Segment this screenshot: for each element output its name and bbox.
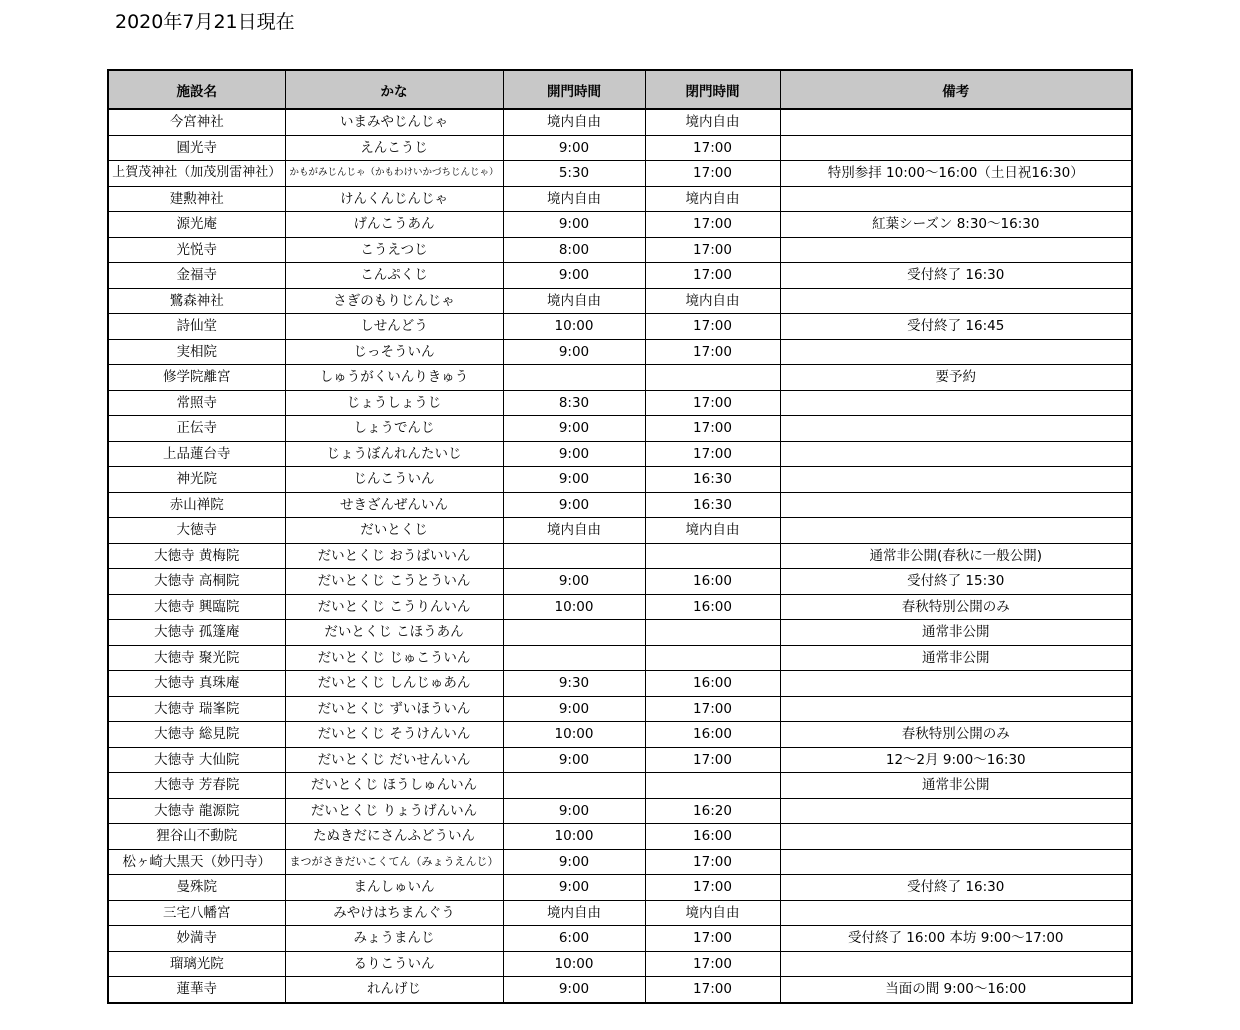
facility-name-cell: 蓮華寺 [108,977,285,1003]
kana-cell: だいとくじ [285,518,503,544]
notes-cell [780,339,1132,365]
header-opening-time: 開門時間 [503,70,645,109]
facility-name-cell: 金福寺 [108,263,285,289]
opening-time-cell: 10:00 [503,314,645,340]
table-row [108,849,1132,875]
table-row [108,365,1132,391]
kana-cell: かもがみじんじゃ（かもわけいかづちじんじゃ） [285,161,503,187]
notes-cell [780,824,1132,850]
facility-name-cell: 光悦寺 [108,237,285,263]
opening-time-cell: 9:00 [503,849,645,875]
kana-cell: いまみやじんじゃ [285,109,503,135]
closing-time-cell: 17:00 [645,747,780,773]
closing-time-cell: 17:00 [645,390,780,416]
opening-time-cell: 10:00 [503,722,645,748]
facility-name-cell: 赤山禅院 [108,492,285,518]
kana-cell: しゅうがくいんりきゅう [285,365,503,391]
table-row [108,671,1132,697]
closing-time-cell: 17:00 [645,161,780,187]
closing-time-cell: 17:00 [645,314,780,340]
notes-cell: 通常非公開 [780,645,1132,671]
opening-time-cell: 9:00 [503,263,645,289]
closing-time-cell: 16:00 [645,569,780,595]
table-row [108,263,1132,289]
closing-time-cell: 17:00 [645,135,780,161]
facility-name-cell: 神光院 [108,467,285,493]
facility-name-cell: 大徳寺 孤篷庵 [108,620,285,646]
kana-cell: じっそういん [285,339,503,365]
table-row [108,594,1132,620]
notes-cell [780,186,1132,212]
table-row [108,161,1132,187]
table-row [108,696,1132,722]
kana-cell: だいとくじ ずいほういん [285,696,503,722]
closing-time-cell: 16:20 [645,798,780,824]
table-row [108,875,1132,901]
notes-cell [780,696,1132,722]
table-row [108,926,1132,952]
kana-cell: まつがさきだいこくてん（みょうえんじ） [285,849,503,875]
kana-cell: だいとくじ しんじゅあん [285,671,503,697]
notes-cell: 12〜2月 9:00〜16:30 [780,747,1132,773]
kana-cell: せきざんぜんいん [285,492,503,518]
facility-name-cell: 修学院離宮 [108,365,285,391]
closing-time-cell: 17:00 [645,263,780,289]
notes-cell: 受付終了 16:45 [780,314,1132,340]
notes-cell [780,416,1132,442]
table-row [108,109,1132,135]
notes-cell: 受付終了 16:30 [780,263,1132,289]
opening-time-cell [503,620,645,646]
notes-cell [780,288,1132,314]
opening-time-cell: 9:00 [503,977,645,1003]
closing-time-cell: 17:00 [645,441,780,467]
notes-cell: 紅葉シーズン 8:30〜16:30 [780,212,1132,238]
notes-cell [780,671,1132,697]
notes-cell [780,109,1132,135]
table-row [108,747,1132,773]
table-row [108,773,1132,799]
opening-time-cell: 10:00 [503,951,645,977]
kana-cell: だいとくじ だいせんいん [285,747,503,773]
closing-time-cell: 17:00 [645,875,780,901]
table-row [108,212,1132,238]
closing-time-cell: 境内自由 [645,186,780,212]
kana-cell: だいとくじ おうばいいん [285,543,503,569]
opening-time-cell [503,773,645,799]
facility-name-cell: 大徳寺 芳春院 [108,773,285,799]
opening-time-cell: 9:00 [503,416,645,442]
facility-name-cell: 実相院 [108,339,285,365]
table-body [108,109,1132,1003]
opening-time-cell: 9:00 [503,875,645,901]
opening-time-cell: 9:00 [503,212,645,238]
facility-name-cell: 三宅八幡宮 [108,900,285,926]
closing-time-cell: 17:00 [645,926,780,952]
opening-time-cell: 9:00 [503,339,645,365]
kana-cell: こうえつじ [285,237,503,263]
closing-time-cell [645,773,780,799]
table-row [108,977,1132,1003]
kana-cell: れんげじ [285,977,503,1003]
table-row [108,900,1132,926]
table-row [108,416,1132,442]
kana-cell: こんぷくじ [285,263,503,289]
kana-cell: じょうぼんれんたいじ [285,441,503,467]
notes-cell [780,135,1132,161]
opening-time-cell: 10:00 [503,594,645,620]
table-row [108,824,1132,850]
kana-cell: しょうでんじ [285,416,503,442]
header-kana: かな [285,70,503,109]
facility-name-cell: 大徳寺 黄梅院 [108,543,285,569]
table-row [108,390,1132,416]
opening-time-cell: 9:00 [503,492,645,518]
notes-cell: 受付終了 15:30 [780,569,1132,595]
kana-cell: だいとくじ りょうげんいん [285,798,503,824]
facility-name-cell: 源光庵 [108,212,285,238]
table-row [108,543,1132,569]
table-row [108,467,1132,493]
opening-time-cell [503,365,645,391]
notes-cell [780,849,1132,875]
kana-cell: だいとくじ そうけんいん [285,722,503,748]
facility-name-cell: 正伝寺 [108,416,285,442]
notes-cell [780,798,1132,824]
opening-time-cell [503,645,645,671]
facility-name-cell: 大徳寺 龍源院 [108,798,285,824]
opening-time-cell: 9:00 [503,135,645,161]
facility-name-cell: 大徳寺 総見院 [108,722,285,748]
kana-cell: たぬきだにさんふどういん [285,824,503,850]
header-notes: 備考 [780,70,1132,109]
opening-time-cell: 8:00 [503,237,645,263]
closing-time-cell: 16:00 [645,722,780,748]
facility-name-cell: 妙満寺 [108,926,285,952]
notes-cell: 当面の間 9:00〜16:00 [780,977,1132,1003]
closing-time-cell: 境内自由 [645,109,780,135]
table-row [108,288,1132,314]
kana-cell: さぎのもりじんじゃ [285,288,503,314]
kana-cell: げんこうあん [285,212,503,238]
closing-time-cell: 16:30 [645,467,780,493]
facility-name-cell: 鷺森神社 [108,288,285,314]
facility-name-cell: 上品蓮台寺 [108,441,285,467]
facility-name-cell: 詩仙堂 [108,314,285,340]
facility-name-cell: 圓光寺 [108,135,285,161]
notes-cell [780,390,1132,416]
table-row [108,798,1132,824]
table-row [108,314,1132,340]
table-row [108,186,1132,212]
closing-time-cell: 17:00 [645,416,780,442]
facility-name-cell: 曼殊院 [108,875,285,901]
table-row [108,645,1132,671]
opening-time-cell: 10:00 [503,824,645,850]
notes-cell: 要予約 [780,365,1132,391]
kana-cell: だいとくじ こほうあん [285,620,503,646]
closing-time-cell: 17:00 [645,951,780,977]
closing-time-cell: 17:00 [645,849,780,875]
opening-time-cell: 9:00 [503,441,645,467]
table-row [108,339,1132,365]
notes-cell: 通常非公開(春秋に一般公開) [780,543,1132,569]
notes-cell: 通常非公開 [780,773,1132,799]
table-row [108,722,1132,748]
table-row [108,492,1132,518]
table-row [108,441,1132,467]
table-row [108,620,1132,646]
notes-cell: 受付終了 16:00 本坊 9:00〜17:00 [780,926,1132,952]
facility-name-cell: 大徳寺 聚光院 [108,645,285,671]
facility-name-cell: 大徳寺 興臨院 [108,594,285,620]
kana-cell: だいとくじ ほうしゅんいん [285,773,503,799]
opening-time-cell [503,543,645,569]
table-row [108,518,1132,544]
kana-cell: るりこういん [285,951,503,977]
closing-time-cell [645,365,780,391]
opening-time-cell: 境内自由 [503,900,645,926]
table-row [108,569,1132,595]
table-row [108,237,1132,263]
closing-time-cell: 16:30 [645,492,780,518]
closing-time-cell: 17:00 [645,696,780,722]
notes-cell: 受付終了 16:30 [780,875,1132,901]
opening-time-cell: 9:00 [503,467,645,493]
opening-time-cell: 6:00 [503,926,645,952]
kana-cell: けんくんじんじゃ [285,186,503,212]
notes-cell [780,900,1132,926]
notes-cell: 通常非公開 [780,620,1132,646]
closing-time-cell: 境内自由 [645,900,780,926]
notes-cell [780,467,1132,493]
kana-cell: じんこういん [285,467,503,493]
as-of-date: 2020年7月21日現在 [115,11,295,33]
notes-cell [780,441,1132,467]
facility-name-cell: 今宮神社 [108,109,285,135]
notes-cell [780,951,1132,977]
opening-time-cell: 境内自由 [503,518,645,544]
table-row [108,951,1132,977]
opening-time-cell: 9:00 [503,696,645,722]
notes-cell: 特別参拝 10:00〜16:00（土日祝16:30） [780,161,1132,187]
closing-time-cell: 境内自由 [645,288,780,314]
notes-cell [780,518,1132,544]
kana-cell: だいとくじ こうりんいん [285,594,503,620]
table-row [108,135,1132,161]
table-header-row [108,70,1132,109]
facility-name-cell: 上賀茂神社（加茂別雷神社） [108,161,285,187]
kana-cell: みやけはちまんぐう [285,900,503,926]
opening-time-cell: 9:00 [503,798,645,824]
closing-time-cell [645,620,780,646]
opening-time-cell: 8:30 [503,390,645,416]
closing-time-cell: 17:00 [645,339,780,365]
facility-name-cell: 建勲神社 [108,186,285,212]
closing-time-cell: 17:00 [645,212,780,238]
notes-cell [780,492,1132,518]
closing-time-cell: 16:00 [645,594,780,620]
opening-time-cell: 境内自由 [503,186,645,212]
opening-time-cell: 5:30 [503,161,645,187]
kana-cell: だいとくじ こうとういん [285,569,503,595]
closing-time-cell: 16:00 [645,824,780,850]
opening-time-cell: 9:00 [503,569,645,595]
kana-cell: えんこうじ [285,135,503,161]
facility-name-cell: 大徳寺 [108,518,285,544]
kana-cell: しせんどう [285,314,503,340]
notes-cell: 春秋特別公開のみ [780,594,1132,620]
facility-name-cell: 大徳寺 真珠庵 [108,671,285,697]
kana-cell: じょうしょうじ [285,390,503,416]
opening-time-cell: 9:30 [503,671,645,697]
notes-cell [780,237,1132,263]
closing-time-cell [645,645,780,671]
facility-name-cell: 瑠璃光院 [108,951,285,977]
closing-time-cell: 境内自由 [645,518,780,544]
notes-cell: 春秋特別公開のみ [780,722,1132,748]
facility-name-cell: 松ヶ崎大黒天（妙円寺） [108,849,285,875]
facility-name-cell: 大徳寺 瑞峯院 [108,696,285,722]
header-closing-time: 閉門時間 [645,70,780,109]
facility-name-cell: 大徳寺 大仙院 [108,747,285,773]
closing-time-cell: 17:00 [645,977,780,1003]
closing-time-cell: 16:00 [645,671,780,697]
opening-time-cell: 境内自由 [503,109,645,135]
facility-hours-table [107,69,1133,1004]
facility-name-cell: 大徳寺 高桐院 [108,569,285,595]
facility-name-cell: 狸谷山不動院 [108,824,285,850]
closing-time-cell: 17:00 [645,237,780,263]
closing-time-cell [645,543,780,569]
opening-time-cell: 境内自由 [503,288,645,314]
kana-cell: だいとくじ じゅこういん [285,645,503,671]
opening-time-cell: 9:00 [503,747,645,773]
kana-cell: みょうまんじ [285,926,503,952]
facility-name-cell: 常照寺 [108,390,285,416]
kana-cell: まんしゅいん [285,875,503,901]
header-facility-name: 施設名 [108,70,285,109]
